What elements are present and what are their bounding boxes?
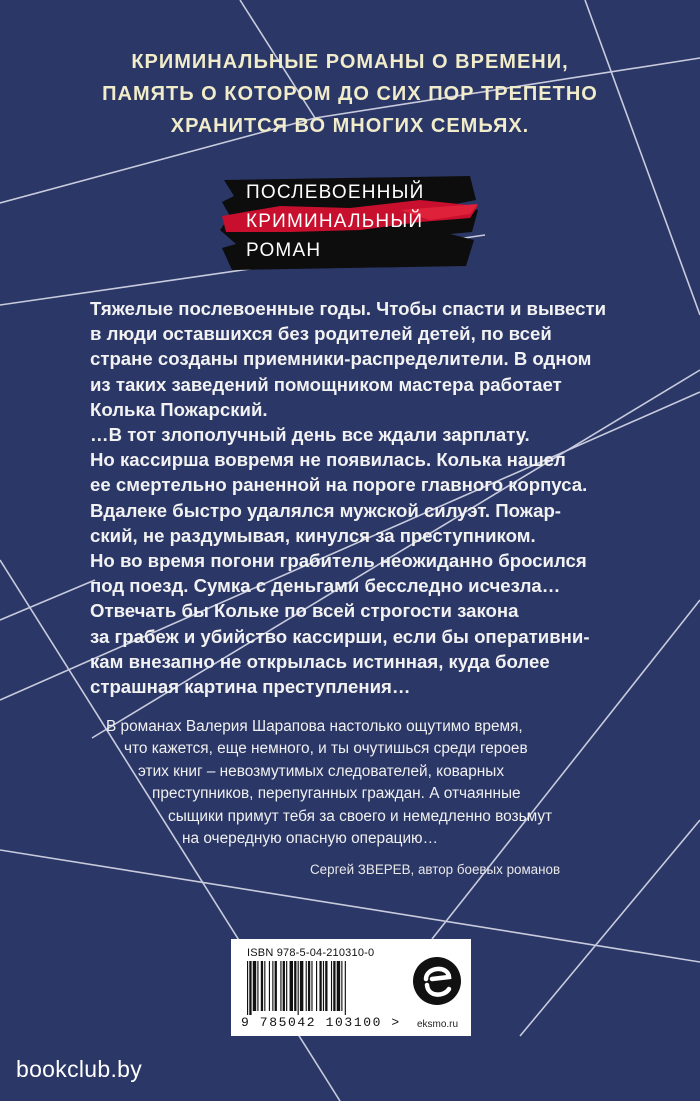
publisher-logo: [404, 939, 471, 1036]
barcode-bar: [331, 961, 332, 1011]
synopsis-line: ее смертельно раненной на пороге главного корпуса.: [90, 474, 588, 496]
series-line: РОМАН: [246, 240, 322, 261]
barcode-bar: [298, 961, 299, 1015]
tagline-line: ПАМЯТЬ О КОТОРОМ ДО СИХ ПОР ТРЕПЕТНО: [102, 83, 598, 105]
barcode-bar: [269, 961, 270, 1011]
synopsis-line: страшная картина преступления…: [90, 676, 411, 698]
review-line: сыщики примут тебя за своего и немедленно возьмут: [168, 807, 553, 825]
barcode-bar: [345, 961, 346, 1015]
barcode: [247, 961, 397, 1015]
barcode-bar: [264, 961, 265, 1011]
synopsis-line: за грабеж и убийство кассирши, если бы оперативни-: [90, 625, 590, 647]
barcode-bar: [286, 961, 287, 1011]
synopsis-line: …В тот злополучный день все ждали зарплату.: [90, 424, 530, 446]
synopsis-line: в люди оставшихся без родителей детей, по всей: [90, 323, 552, 345]
synopsis: [90, 296, 650, 699]
barcode-bar: [300, 961, 303, 1011]
review-attribution: Сергей ЗВЕРЕВ, автор боевых романов: [310, 862, 561, 877]
barcode-bar: [257, 961, 258, 1011]
barcode-bar: [290, 961, 293, 1011]
barcode-bar: [311, 961, 312, 1011]
synopsis-line: Но кассирша вовремя не появилась. Колька нашел: [90, 449, 566, 471]
barcode-bar: [308, 961, 310, 1011]
barcode-digits: 9 785042 103100 >: [241, 1015, 401, 1030]
tagline: [40, 46, 660, 142]
barcode-bar: [333, 961, 335, 1011]
barcode-bar: [261, 961, 263, 1011]
barcode-bar: [316, 961, 317, 1011]
tagline-line: ХРАНИТСЯ ВО МНОГИХ СЕМЬЯХ.: [170, 115, 530, 137]
series-line: ПОСЛЕВОЕННЫЙ: [246, 182, 425, 203]
barcode-bar: [280, 961, 281, 1011]
review-line: на очередную опасную операцию…: [182, 830, 438, 848]
series-line: КРИМИНАЛЬНЫЙ: [246, 211, 424, 232]
publisher-site: eksmo.ru: [416, 1019, 459, 1030]
isbn-number: ISBN 978-5-04-210310-0: [247, 947, 375, 959]
review-line: что кажется, еще немного, и ты очутишься среди героев: [124, 740, 528, 758]
synopsis-line: Но во время погони грабитель неожиданно бросился: [90, 550, 587, 572]
synopsis-line: Тяжелые послевоенные годы. Чтобы спасти и вывести: [90, 298, 607, 319]
synopsis-line: ский, не раздумывая, кинулся за преступником.: [90, 524, 536, 546]
barcode-bar: [247, 961, 248, 1015]
barcode-bar: [283, 961, 285, 1011]
barcode-bar: [319, 961, 321, 1011]
barcode-bar: [249, 961, 251, 1015]
barcode-bar: [337, 961, 340, 1011]
barcode-bar: [275, 961, 277, 1011]
barcode-bar: [253, 961, 256, 1011]
barcode-bar: [272, 961, 273, 1011]
series-label: [220, 170, 480, 275]
review-quote: [100, 716, 620, 850]
synopsis-line: Отвечать бы Кольке по всей строгости закона: [90, 600, 519, 622]
barcode-bar: [325, 961, 327, 1011]
synopsis-line: Вдалеке быстро удалялся мужской силуэт. Пожар-: [90, 499, 561, 521]
barcode-bar: [341, 961, 342, 1011]
barcode-bar: [306, 961, 307, 1011]
tagline-line: КРИМИНАЛЬНЫЕ РОМАНЫ О ВРЕМЕНИ,: [131, 51, 569, 73]
review-line: преступников, перепуганных граждан. А отчаянные: [152, 785, 521, 803]
barcode-bar: [323, 961, 324, 1011]
review-line: В романах Валерия Шарапова настолько ощутимо время,: [106, 718, 523, 735]
synopsis-line: под поезд. Сумка с деньгами бесследно исчезла…: [90, 575, 561, 597]
review-line: этих книг – невозмутимых следователей, коварных: [138, 762, 505, 780]
barcode-bar: [294, 961, 296, 1011]
synopsis-line: из таких заведений помощником мастера работает: [90, 373, 562, 395]
watermark: bookclub.by: [16, 1056, 143, 1082]
synopsis-line: Колька Пожарский.: [90, 398, 268, 420]
series-text: [246, 178, 424, 265]
synopsis-line: кам внезапно не открылась истинная, куда более: [90, 650, 550, 672]
synopsis-line: стране созданы приемники-распределители. В одном: [90, 348, 592, 370]
